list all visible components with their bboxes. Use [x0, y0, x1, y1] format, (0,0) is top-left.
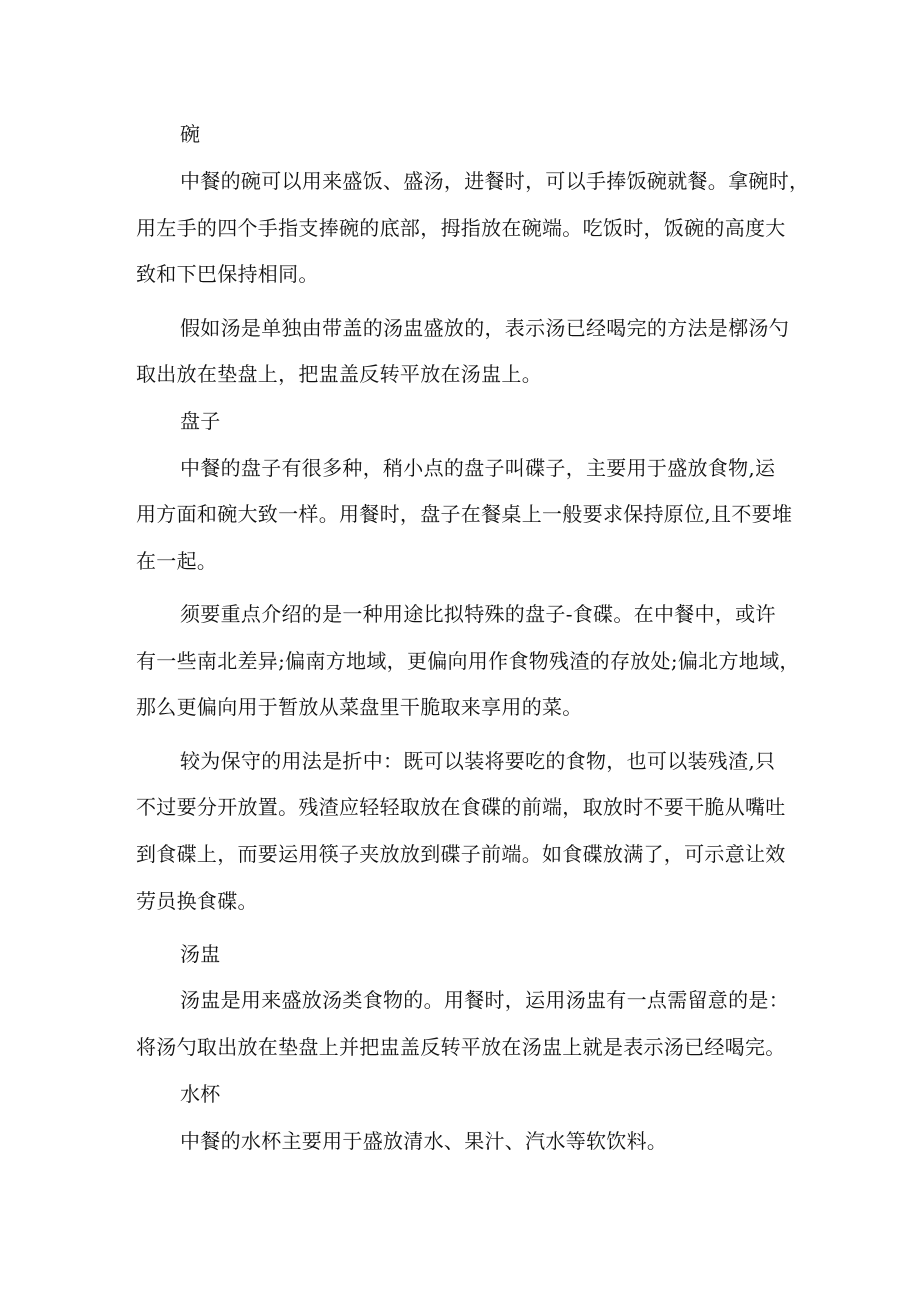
paragraph-line: 有一些南北差异;偏南方地域，更偏向用作食物残渣的存放处;偏北方地域， [136, 649, 800, 673]
paragraph-line: 用方面和碗大致一样。用餐时，盘子在餐桌上一般要求保持原位,且不要堆 [136, 502, 793, 526]
section-heading-plate: 盘子 [180, 409, 221, 433]
paragraph-line: 不过要分开放置。残渣应轻轻取放在食碟的前端，取放时不要干脆从嘴吐 [136, 795, 786, 819]
paragraph-line: 将汤勺取出放在垫盘上并把盅盖反转平放在汤盅上就是表示汤已经喝完。 [136, 1035, 786, 1059]
paragraph-line: 汤盅是用来盛放汤类食物的。用餐时，运用汤盅有一点需留意的是： [180, 988, 789, 1012]
paragraph-line: 那么更偏向用于暂放从菜盘里干脆取来享用的菜。 [136, 695, 583, 719]
paragraph-line: 中餐的碗可以用来盛饭、盛汤，进餐时，可以手捧饭碗就餐。拿碗时， [180, 169, 810, 193]
paragraph-line: 须要重点介绍的是一种用途比拟特殊的盘子-食碟。在中餐中，或许 [180, 602, 776, 626]
paragraph-line: 中餐的水杯主要用于盛放清水、果汁、汽水等软饮料。 [180, 1129, 668, 1153]
paragraph-line: 取出放在垫盘上，把盅盖反转平放在汤盅上。 [136, 362, 542, 386]
paragraph-line: 致和下巴保持相同。 [136, 262, 319, 286]
paragraph-line: 在一起。 [136, 549, 218, 573]
paragraph-line: 劳员换食碟。 [136, 889, 258, 913]
section-heading-water-cup: 水杯 [180, 1082, 221, 1106]
paragraph-line: 假如汤是单独由带盖的汤盅盛放的，表示汤已经喝完的方法是槨汤勺 [180, 316, 789, 340]
section-heading-soup-tureen: 汤盅 [180, 942, 221, 966]
paragraph-line: 中餐的盘子有很多种，稍小点的盘子叫碟子，主要用于盛放食物,运 [180, 456, 776, 480]
paragraph-line: 到食碟上，而要运用筷子夹放放到碟子前端。如食碟放满了，可示意让效 [136, 842, 786, 866]
paragraph-line: 用左手的四个手指支捧碗的底部，拇指放在碗端。吃饭时，饭碗的高度大 [136, 216, 786, 240]
paragraph-line: 较为保守的用法是折中：既可以装将要吃的食物，也可以装残渣,只 [180, 749, 776, 773]
section-heading-bowl: 碗 [180, 122, 201, 146]
